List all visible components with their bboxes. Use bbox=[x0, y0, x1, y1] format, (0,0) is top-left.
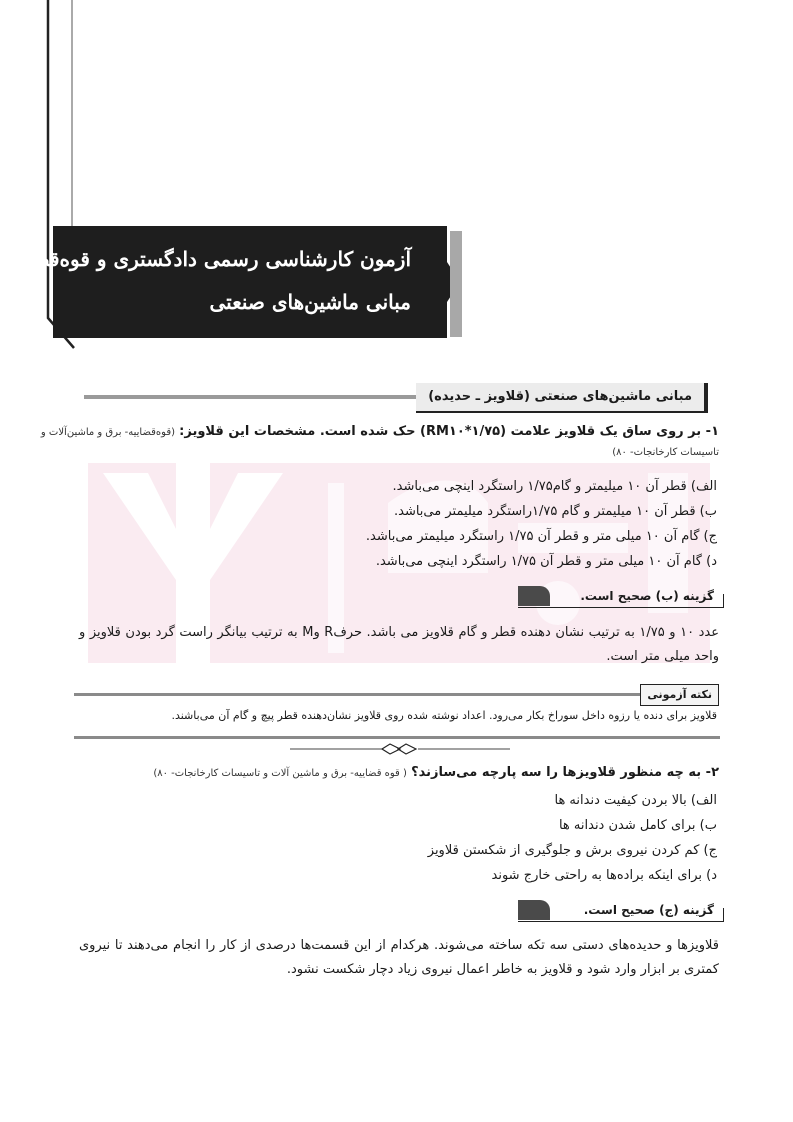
question-1-option-c: ج) گام آن ۱۰ میلی متر و قطر آن ۱/۷۵ راستگرد میلیمتر می‌باشد. bbox=[365, 529, 717, 544]
answer-tab bbox=[518, 586, 550, 606]
tip-rule-bottom bbox=[74, 736, 720, 739]
tip-rule-top bbox=[74, 693, 650, 696]
answer-tab bbox=[518, 900, 550, 920]
tip-text: قلاویز برای دنده یا رزوه داخل سوراخ بکار می‌رود. اعداد نوشته شده روی قلاویز نشان‌دهنده قطر پیچ و گام آن می‌باشند. bbox=[171, 709, 717, 722]
question-1-option-a: الف) قطر آن ۱۰ میلیمتر و گام۱/۷۵ راستگرد اینچی می‌باشد. bbox=[392, 479, 717, 494]
question-2-option-c: ج) کم کردن نیروی برش و جلوگیری از شکستن قلاویز bbox=[427, 843, 717, 858]
question-2-text: ۲- به چه منظور قلاویزها را سه پارچه می‌سازند؟ bbox=[411, 765, 719, 780]
question-1-option-d: د) گام آن ۱۰ میلی متر و قطر آن ۱/۷۵ راستگرد اینچی می‌باشد. bbox=[375, 554, 717, 569]
question-1-text: ۱- بر روی ساق یک قلاویز علامت (RM۱۰*۱/۷۵) حک شده است. مشخصات این قلاویز: bbox=[179, 424, 719, 439]
answer-edge bbox=[723, 908, 725, 922]
question-2-source: ( قوه قضاییه- برق و ماشین آلات و تاسیسات کارخانجات- ۸۰) bbox=[153, 768, 407, 779]
question-1-source: (قوه‌قضاییه- برق و ماشین‌آلات و bbox=[40, 427, 176, 438]
question-2 bbox=[153, 765, 719, 780]
chapter-banner bbox=[53, 226, 447, 338]
question-1 bbox=[41, 424, 719, 439]
question-1-source-line2: تاسیسات کارخانجات- ۸۰) bbox=[612, 447, 719, 458]
answer-underline bbox=[518, 607, 724, 609]
banner-accent bbox=[450, 231, 462, 337]
ornament-divider bbox=[290, 742, 510, 756]
tip-label: نکته آزمونی bbox=[640, 684, 719, 706]
question-2-answer bbox=[518, 900, 724, 922]
question-1-answer bbox=[518, 586, 724, 608]
question-1-option-b: ب) قطر آن ۱۰ میلیمتر و گام ۱/۷۵راستگرد میلیمتر می‌باشد. bbox=[393, 504, 717, 519]
answer-edge bbox=[723, 594, 725, 608]
question-1-explanation: عدد ۱۰ و ۱/۷۵ به ترتیب نشان دهنده قطر و گام قلاویز می باشد. حرفR وM به ترتیب بیانگر راست گرد بودن قلاویز و واحد میلی متر است. bbox=[79, 625, 719, 664]
answer-underline bbox=[518, 921, 724, 923]
question-1-answer-text: گزینه (ب) صحیح است. bbox=[580, 589, 714, 603]
section-title: مبانی ماشین‌های صنعتی (قلاویز ـ حدیده) bbox=[416, 383, 708, 413]
question-2-option-d: د) برای اینکه براده‌ها به راحتی خارج شوند bbox=[491, 868, 717, 883]
question-2-answer-text: گزینه (ج) صحیح است. bbox=[583, 903, 714, 917]
question-2-option-a: الف) بالا بردن کیفیت دندانه ها bbox=[554, 793, 717, 808]
chapter-subtitle: مبانی ماشین‌های صنعتی bbox=[209, 290, 411, 314]
question-2-explanation: قلاویزها و حدیده‌های دستی سه تکه ساخته می‌شوند. هرکدام از این قسمت‌ها درصدی از کار را انجام می‌دهند تا نیروی کمتری بر ابزار وارد شود و قلاویز به خاطر اعمال نیروی زیاد دچار شکست نشود. bbox=[79, 938, 719, 977]
chapter-title: آزمون کارشناسی رسمی دادگستری و قوه‌قضائیه bbox=[4, 247, 411, 271]
question-2-option-b: ب) برای کامل شدن دندانه ها bbox=[558, 818, 717, 833]
